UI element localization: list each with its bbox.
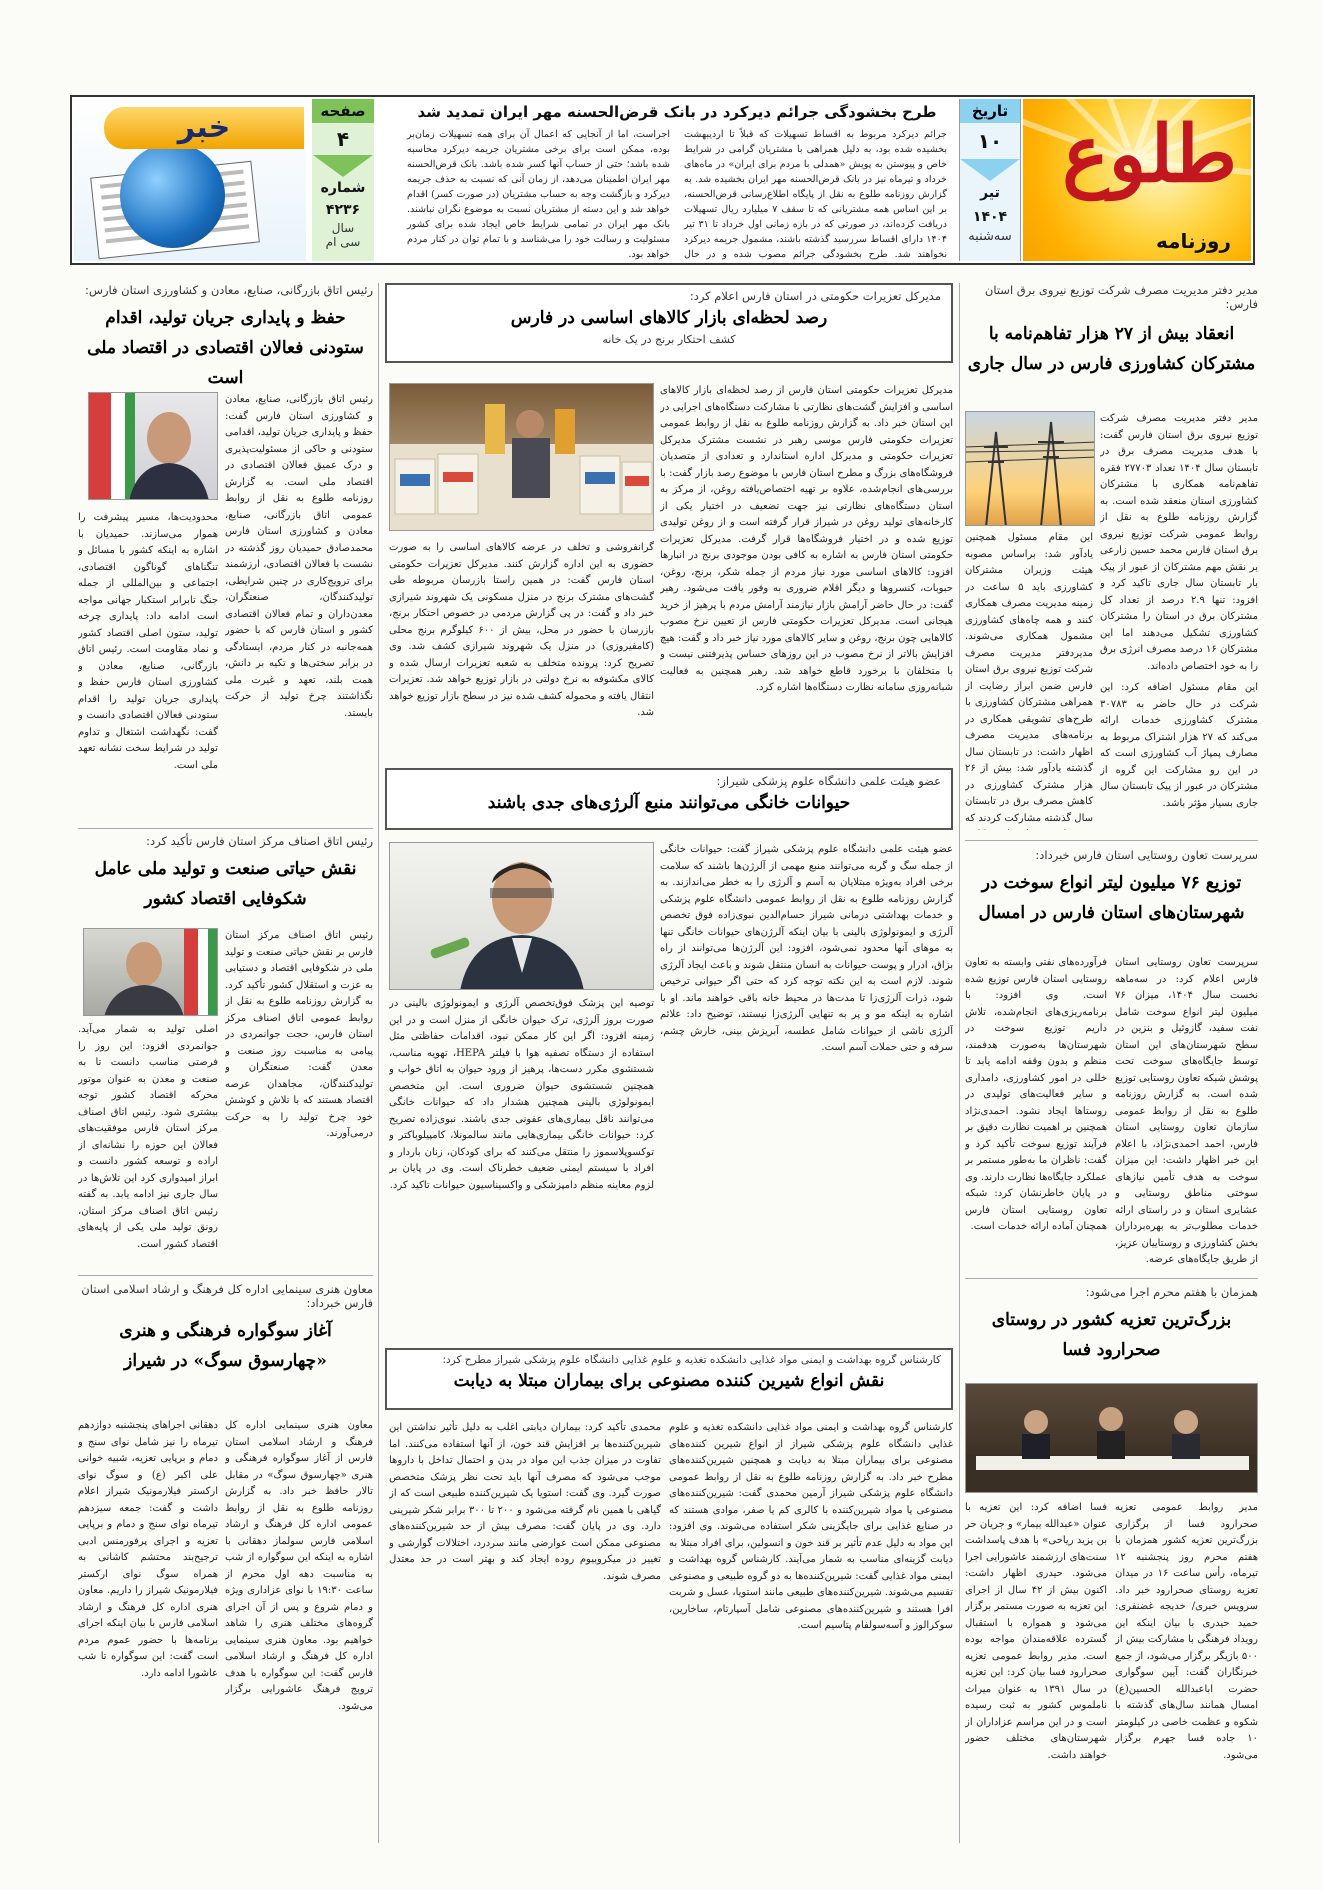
article-kicker: رئیس اتاق اصناف مرکز استان فارس تأکید کرد:: [146, 834, 373, 848]
article-mourning-festival: [78, 1282, 373, 1376]
article-fuel: [965, 848, 1258, 928]
section-badge: [74, 99, 306, 261]
page-number: ۴: [336, 127, 350, 151]
article-electricity: [965, 283, 1258, 379]
column-divider: [78, 1275, 373, 1276]
article-kicker: معاون هنری سینمایی اداره کل فرهنگ و ارشاد اسلامی استان فارس خبرداد:: [81, 1282, 373, 1310]
article-body-a: رئیس اتاق اصناف مرکز استان فارس بر نقش حیاتی صنعت و تولید ملی در شکوفایی اقتصاد و دستیابی به عزت و استقلال کشور تأکید کرد. به گزارش روزنامه طلوع به نقل از روابط عمومی اتاق اصناف مرکز استان فارس، حجت جوانمردی در پیامی به مناسبت روز صنعت و معدن گفت: صنعتگران و تولیدکنندگان، مجاهدان عرصه اقتصاد هستند که با تلاش و کوشش خود چرخ تولید را به حرکت درمی‌آورند.: [225, 930, 373, 1139]
article-header-box: [385, 283, 953, 363]
page-number-box: [312, 99, 374, 261]
top-headline-article: [397, 99, 957, 261]
article-body-b: توصیه این پزشک فوق‌تخصص آلرژی و ایمونولوژی بالینی در صورت بروز آلرژی، ترک حیوان خانگی از منزل است و در این زمینه افزود: اگر این کار ممکن نبود، اقدامات حفاظتی مثل استفاده از دستگاه تصفیه هوا با فیلتر HEPA، تهویه مناسب، شستشوی مکرر دست‌ها، پرهیز از ورود حیوان به اتاق خواب و همچنین شستشوی حیوان ضروری است. این متخصص ایمونولوژی بالینی همچنین هشدار داد که حیوانات خانگی می‌توانند ناقل بیماری‌های عفونی جدی باشند. نبوی‌زاده تصریح کرد: حیوانات خانگی بیماری‌هایی مانند سالمونلا، کامپیلوباکتر و توکسوپلاسموز را منتقل می‌کنند که برای کودکان، زنان باردار و افراد با سیستم ایمنی ضعیف خطرناک است. وی در پایان بر لزوم معاینه منظم دامپزشکی و واکسیناسیون حیوانات تاکید کرد.: [389, 998, 654, 1191]
article-title: بزرگ‌ترین تعزیه کشور در روستای صحرارود فسا: [991, 1310, 1232, 1360]
article-kicker: همزمان با هفتم محرم اجرا می‌شود:: [1085, 1285, 1258, 1299]
top-headline-title: طرح بخشودگی جرائم دیرکرد در بانک قرض‌الحسنه مهر ایران تمدید شد: [417, 103, 937, 121]
article-body-b: اصلی تولید به شمار می‌آید. جوانمردی افزود: این روز را فرصتی مناسب دانست تا به صنعت و معدن به عنوان موتور محرکه اقتصاد کشور توجه بیشتری شود. رئیس اتاق اصناف مرکز استان فارس موفقیت‌های فعالان این حوزه را نشانه‌ای از اراده و توسعه کشور دانست و ابراز امیدواری کرد این تلاش‌ها در سال جاری نیز ادامه یابد. به گفته رئیس اتاق اصناف مرکز استان، رونق تولید ملی یکی از پایه‌های اقتصاد کشور است.: [78, 1024, 218, 1250]
article-kicker: مدیر دفتر مدیریت مصرف شرکت توزیع نیروی برق استان فارس:: [984, 283, 1258, 311]
article-body-a: مدیر دفتر مدیریت مصرف شرکت توزیع نیروی برق استان فارس گفت: با هدف مدیریت مصرف برق در تابستان سال ۱۴۰۴ تعداد ۲۷۷۰۳ فقره تفاهم‌نامه همکاری با مشترکان کشاورزی استان منعقد شده است. به گزارش روزنامه طلوع به نقل از روابط عمومی شرکت توزیع نیروی برق استان فارس محمد حسین زارعی بر نقش مهم مشترکان از عبور از پیک بار تابستان سال جاری تاکید کرد و افزود: تنها ۲.۹ درصد از تعداد کل مشترکان برق در استان را مشترکان کشاورزی تشکیل می‌دهند اما این مشترکان ۱۶ درصد مصرف انرژی برق را به خود اختصاص داده‌اند.: [1100, 413, 1258, 672]
issue-number: ۴۲۳۶: [325, 202, 361, 218]
date-label: تاریخ: [960, 99, 1020, 123]
column-rule: [959, 283, 960, 1843]
article-body-b: دهقانی اجراهای پنجشنبه دوازدهم تیرماه را نیز شامل نوای سنج و دمام و برپایی تعزیه، شبیه خوانی علی اکبر (ع) و سوگ نوای ارکستر فیلارمونیک شیراز اعلام داشت و گفت: جمعه سیزدهم تیرماه نوای سنج و دمام و برپایی تعزیه و اجرای پرفورمنس ادبی ترجیح‌بند محتشم کاشانی به همراه سوگ نوای ارکستر فیلارمونیک شیراز را داریم. معاون هنری اداره کل فرهنگ و ارشاد اسلامی فارس با بیان اینکه اجرای برنامه‌ها با حضور عموم مردم است گفت: این سوگواره تا شب عاشورا ادامه دارد.: [78, 1420, 218, 1679]
grocery-store-photo: [389, 383, 654, 531]
date-month: تیر: [980, 185, 1000, 201]
article-title: نقش حیاتی صنعت و تولید ملی عامل شکوفایی اقتصاد کشور: [94, 859, 357, 909]
article-kicker: عضو هیئت علمی دانشگاه علوم پزشکی شیراز:: [716, 774, 941, 788]
top-headline-body: جرائم دیرکرد مربوط به اقساط تسهیلات که قبلاً تا اردیبهشت بخشیده شده بود، به دلیل همراهی با مشتریان گرامی در شرایط خاص و پیوستن به پویش «همدلی با مردم برای ایران» در ماه‌های خرداد و تیرماه نیز در بانک قرض‌الحسنه مهر ایران بخشیده شد. به گزارش روزنامه طلوع به نقل از پایگاه اطلاع‌رسانی قرض‌الحسنه، بر این اساس همه مشتریانی که تا سقف ۷ میلیارد ریال تسهیلات دریافت کرده‌اند، در صورتی که در بازه زمانی اول خرداد تا ۳۱ تیر ۱۴۰۴ دارای اقساط سررسید گذشته باشند، مشمول جریمه دیرکرد نخواهند شد. طرح بخشودگی جرائم مصوب شده و در حال اجراست، اما از آنجایی که اعمال آن برای همه تسهیلات زمان‌بر بوده، ممکن است برای برخی مشتریان جریمه دیرکرد محاسبه شده باشد؛ حتی از حساب آنها کسر شده باشد. بانک قرض‌الحسنه مهر ایران اطمینان می‌دهد، از زمان آنی که نسبت به حذف جریمه دیرکرد و بازگشت وجه به حساب مشتریان (در صورت کسر) اقدام خواهد شد و این دسته از مشتریان نسبت به موضوع نگران نباشند. بانک مهر ایران در تمامی شرایط خاص ایجاد شده برای کشور مسئولیت و رسالت خود را می‌شناسد و با تمام توان در کنار مردم خواهد بود.: [407, 129, 947, 260]
article-body-b: این مقام مسئول همچنین یادآور شد: براساس مصوبه هیئت وزیران مشترکان کشاورزی باید ۵ ساعت در زمینه مدیریت مصرف همکاری کنند و همه چاه‌های کشاورزی مشمول همکاری می‌شوند. مدیردفتر مدیریت مصرف شرکت توزیع نیروی برق استان فارس ضمن ابراز رضایت از همراهی مشترکان کشاورزی با طرح‌های تشویقی همکاری در برنامه‌های مدیریت مصرف اظهار داشت: در تابستان سال گذشته یادآور شد: بیش از ۲۶ هزار مشترک کشاورزی در کاهش مصرف برق در تابستان سال گذشته مشارکت کردند که: [965, 532, 1093, 824]
date-weekday: سه‌شنبه: [968, 229, 1012, 244]
article-title: حفظ و پایداری جریان تولید، اقدام ستودنی فعالان اقتصادی در اقتصاد ملی است: [87, 308, 364, 388]
issue-label: شماره: [320, 180, 366, 196]
page-label: صفحه: [312, 99, 374, 123]
masthead: [70, 95, 1255, 265]
article-body-b: محدودیت‌ها، مسیر پیشرفت را هموار می‌سازند. حمیدیان با اشاره به اینکه کشور با مسائل و تنگناهای گوناگون اقتصادی، اجتماعی و بین‌المللی از جمله جنگ تابرابر استکبار جهانی مواجه است ادامه داد: پایداری چرخه تولید، ستون اصلی اقتصاد کشور و نماد مقاومت است. رئیس اتاق بازرگانی، صنایع، معادن و کشاورزی استان فارس حفظ و پایداری جریان تولید را اقدام ستودنی فعالان اقتصادی دانست و گفت: نگهداشت اشتغال و تداوم تولید در شرایط سخت نشانه تعهد ملی است.: [78, 512, 218, 771]
article-title: توزیع ۷۶ میلیون لیتر انواع سوخت در شهرستان‌های استان فارس در امسال: [978, 873, 1245, 923]
article-body-a: معاون هنری سینمایی اداره کل فرهنگ و ارشاد اسلامی استان فارس از آغاز سوگواره فرهنگی و هنری «چهارسوق سوگ» در مقابل تالار حافظ خبر داد. به گزارش روزنامه طلوع به نقل از روابط عمومی اداره کل فرهنگ و ارشاد اسلامی فارس سولماز دهقانی با اشاره به اینکه این سوگواره از شب به مناسبت دهه اول محرم از ساعت ۱۹:۳۰ با نوای عزاداری ویژه و دمام شروع و پس از آن اجرای گروه‌های مختلف هنری را شاهد خواهیم بود. معاون هنری سینمایی اداره کل فرهنگ و ارشاد اسلامی فارس گفت: این سوگواره با هدف ترویج فرهنگ عاشورایی برگزار می‌شود.: [225, 1420, 373, 1712]
logo-wordmark: طلوع: [1062, 109, 1237, 200]
article-body-b: محمدی تأکید کرد: بیماران دیابتی اغلب به دلیل تأثیر نداشتن این شیرین‌کننده‌ها بر افزایش قند خون، از آنها استفاده می‌کنند. اما تفاوت در میزان جذب این مواد در بدن و احتمال تداخل با داروها موجب می‌شود که مصرف آنها باید تحت نظر پزشک متخصص صورت گیرد. وی گفت: استویا یک شیرین‌کننده طبیعی است که از گیاهی با همین نام گرفته می‌شود و ۲۰۰ تا ۳۰۰ برابر شکر شیرینی دارد. وی در پایان گفت: مصرف بیش از حد شیرین‌کننده‌های مصنوعی ممکن است عوارضی مانند سردرد، اختلالات گوارشی و تغییر در میکروبیوم روده ایجاد کند و بهتر است در حد معتدل مصرف شوند.: [389, 1422, 661, 1582]
article-body-b: فسا اضافه کرد: این تعزیه با عنوان «عبدالله بیمار» و جریان حر بن یزید ریاحی» با هدف پاسداشت سنت‌های ارزشمند عاشورایی اجرا می‌شود. حیدری اظهار داشت: اکنون بیش از ۴۲ سال از اجرای این تعزیه به صورت مستمر برگزار می‌شود و همواره با استقبال گسترده علاقه‌مندان مواجه بوده است. مدیر روابط عمومی تعزیه صحرارود فسا بیان کرد: این تعزیه در سال ۱۳۹۱ به عنوان میراث ناملموس کشور به ثبت رسیده است و در این مراسم عزاداران از شهرستان‌های مختلف حضور خواهند داشت.: [965, 1502, 1107, 1761]
date-day: ۱۰: [977, 129, 1003, 153]
year-value: سی ام: [325, 235, 361, 249]
article-guild-chamber: [78, 834, 373, 914]
date-box: [959, 99, 1021, 261]
globe-icon: [120, 143, 225, 248]
power-lines-photo: [965, 411, 1095, 526]
masthead-logo: [1023, 99, 1251, 261]
article-kicker: رئیس اتاق بازرگانی، صنایع، معادن و کشاورزی استان فارس:: [85, 283, 373, 297]
article-title: انعقاد بیش از ۲۷ هزار تفاهم‌نامه با مشترکان کشاورزی فارس در سال جاری: [967, 324, 1256, 374]
article-title: حیوانات خانگی می‌توانند منبع آلرژی‌های جدی باشند: [487, 793, 851, 813]
article-kicker: کارشناس گروه بهداشت و ایمنی مواد غذایی دانشکده تغذیه و علوم غذایی دانشگاه علوم پزشکی شیراز مطرح کرد:: [442, 1354, 941, 1366]
article-title: آغاز سوگواره فرهنگی و هنری «چهارسوق سوگ» در شیراز: [119, 1321, 332, 1371]
column-divider: [78, 828, 373, 829]
article-body-a: مدیرکل تعزیرات حکومتی استان فارس از رصد لحظه‌ای بازار کالاهای اساسی و افزایش گشت‌های نظارتی با مشارکت دستگاه‌های اجرایی در این استان خبر داد. به گزارش روزنامه طلوع به نقل از روابط عمومی تعزیرات حکومتی فارس موسی رهبر در نشست مشترک مدیرکل تعزیرات حکومتی و مدیرکل اداره استاندارد و تعدادی از متصدیان فروشگاه‌های بزرگ و مطرح استان فارس با موضوع رصد بازار گفت: با بررسی‌های انجام‌شده، علاوه بر تهیه اختصاص‌یافته روغن، از مرکز به استان دستگاه‌های نظارتی نیز جهت تضعیف در اختیار یکی از کارخانه‌های تولید روغن در شیراز قرار گرفته است و از روغن تولیدی توزیع شده و در اختیار فروشگاه‌ها قرار گرفت. مدیرکل تعزیرات حکومتی استان فارس به اشاره به کافی بودن موجودی برنج در انبارها افزود: کالاهای اساسی مورد نیاز مردم از جمله شکر، برنج، روغن، حبوبات، کنسروها و دیگر اقلام ضروری به وفور یافت می‌شود. رهبر گفت: در حال حاضر آرامش بازار نیازمند آرامش مردم با پرهیز از خرید هیجانی است. مدیرکل تعزیرات حکومتی فارس از تعیین نرخ مصوب کالاهایی چون برنج، روغن و سایر کالاهای مورد نیاز خبر داد و گفت: هیچ افزایش بالاتر از نرخ مصوب در این روزهای حساس پذیرفتنی نیست و با متخلفان با برخورد قاطع خواهد شد. رهبر همچنین به فعالیت شبانه‌روزی سامانه نظارت دستگاه‌ها اشاره کرد.: [660, 385, 953, 693]
official-portrait-photo: [88, 392, 218, 500]
article-title: نقش انواع شیرین کننده مصنوعی برای بیماران مبتلا به دیابت: [453, 1371, 885, 1391]
column-divider: [965, 1278, 1258, 1279]
article-body-a: کارشناس گروه بهداشت و ایمنی مواد غذایی دانشکده تغذیه و علوم غذایی دانشگاه علوم پزشکی شیراز از انواع شیرین کننده‌های مصنوعی برای بیماران مبتلا به دیابت و همچنین شیرین‌کننده‌های مطرح خبر داد. به گزارش روزنامه طلوع به نقل از روابط عمومی دانشگاه علوم پزشکی شیراز آرمین محمدی گفت: شیرین‌کننده‌های مصنوعی یا مواد شیرین‌کننده با کالری کم یا صفر، موادی هستند که در صنایع غذایی برای جایگزینی شکر استفاده می‌شوند. وی افزود: این مواد به دلیل عدم تأثیر بر قند خون و انسولین، برای افراد مبتلا به دیابت گزینه‌ای مناسب به شمار می‌آیند. کارشناس گروه بهداشت و ایمنی مواد غذایی گفت: شیرین‌کننده‌ها به دو گروه طبیعی و مصنوعی تقسیم می‌شوند. شیرین‌کننده‌های طبیعی مانند استویا، عسل و شربت افرا هستند و شیرین‌کننده‌های مصنوعی شامل آسپارتام، ساخارین، سوکرالوز و آسه‌سولفام پتاسیم است.: [669, 1422, 953, 1631]
article-kicker: مدیرکل تعزیرات حکومتی در استان فارس اعلام کرد:: [689, 289, 941, 303]
article-body-c: این مقام مسئول اضافه کرد: این شرکت در حال حاضر به ۳۰۷۸۳ مشترک کشاورزی خدمات ارائه می‌کند که ۲۷ هزار اشتراک مربوط به مصارف پمپاژ آب کشاورزی است که در این رو مشارکت این گروه از مشترکان در عبور از پیک تابستان سال جاری بسیار مؤثر باشد.: [1100, 682, 1258, 809]
article-body-a: عضو هیئت علمی دانشگاه علوم پزشکی شیراز گفت: حیوانات خانگی از جمله سگ و گربه می‌توانند منبع مهمی از آلرژن‌ها باشند که سلامت برخی افراد به‌ویژه مبتلایان به آسم و آلرژی را به خطر می‌اندازند. به گزارش روزنامه طلوع به نقل از روابط عمومی دانشگاه علوم پزشکی و خدمات بهداشتی درمانی شیراز حسام‌الدین نبوی‌زاده فوق تخصص آلرژی و ایمونولوژی بالینی با بیان اینکه آلرژن‌های حیوانات خانگی تنها به موهای آنها محدود نمی‌شود، افزود: این آلرژن‌ها می‌توانند از راه بزاق، ادرار و پوست حیوانات به انسان منتقل شوند و باعث ایجاد آلرژی شوند. لازم است به این نکته توجه کرد که حتی اگر حیوانی ترخیص شود، ذرات آلرژی‌زا تا مدت‌ها در محیط خانه باقی خواهند ماند. او با اشاره به اینکه مو و پر به تنهایی آلرژی‌زا نیستند، توضیح داد: علائم آلرژی ناشی از حیوانات شامل عطسه، آبریزش بینی، خارش چشم، سرفه و حتی حملات آسم است.: [660, 844, 953, 1053]
column-divider: [965, 840, 1258, 841]
article-body-a: سرپرست تعاون روستایی استان فارس اعلام کرد: در سه‌ماهه نخست سال ۱۴۰۴، میزان ۷۶ میلیون لیتر انواع سوخت شامل نفت سفید، گازوئیل و بنزین در سطح شهرستان‌های این استان توسط جایگاه‌های سوخت تحت پوشش شبکه تعاون روستایی توزیع شده است. به گزارش روزنامه طلوع به نقل از روابط عمومی سازمان تعاون روستایی استان فارس، احمد احمدی‌نژاد، با اعلام این خبر اظهار داشت: این میزان سوخت به هدف تأمین نیازهای سوختی مناطق روستایی و عشایری استان و در راستای ارائه خدمات مطلوب‌تر به بهره‌برداران بخش کشاورزی و روستاییان عزیز، از طریق جایگاه‌های عرضه.: [1115, 957, 1258, 1265]
date-year: ۱۴۰۴: [972, 209, 1008, 225]
article-body-b: فرآورده‌های نفتی وابسته به تعاون روستایی استان فارس توزیع شده است. وی افزود: با برنامه‌ریزی‌های انجام‌شده، تلاش داریم توزیع سوخت در شهرستان‌ها به‌صورت هدفمند، منظم و بدون وقفه ادامه یابد تا خللی در امور کشاورزی، دامداری و سایر فعالیت‌های تولیدی در روستاها ایجاد نشود. احمدی‌نژاد همچنین بر اهمیت نظارت دقیق بر فرآیند توزیع سوخت تأکید کرد و گفت: ناظران ما به‌طور مستمر بر عملکرد جایگاه‌ها نظارت دارند. وی در پایان خاطرنشان کرد: شبکه تعاون روستایی استان فارس همچنان آماده ارائه خدمات است.: [965, 957, 1107, 1232]
page-arrow-icon: [313, 155, 373, 177]
article-body-a: رئیس اتاق بازرگانی، صنایع، معادن و کشاورزی استان فارس گفت: حفظ و پایداری جریان تولید، اقدامی ستودنی و حاکی از مسئولیت‌پذیری و درک عمیق فعالان اقتصادی در اقتصاد ملی است. به گزارش روزنامه طلوع به نقل از روابط عمومی اتاق بازرگانی، صنایع، معادن و کشاورزی استان فارس محمدصادق حمیدیان روز گذشته در نشست با فعالان اقتصادی، ارزشمند برای ترویج‌کاری در چنین شرایطی، تولیدکنندگان، صنعتگران، معدن‌داران و تمام فعالان اقتصادی کشور و استان فارس که با حضور همه‌جانبه در کنار مردم، ایستادگی در برابر سختی‌ها و تکیه بر دانش، همت بلند، تعهد و غیرت ملی نگذاشتند چرخ تولید از حرکت بایستد.: [225, 394, 373, 719]
article-header-box: [385, 1348, 953, 1410]
logo-subtitle: روزنامه: [1156, 229, 1231, 253]
article-body-a: مدیر روابط عمومی تعزیه صحرارود فسا از برگزاری بزرگ‌ترین تعزیه کشور همزمان با هفتم محرم روز پنجشنبه ۱۲ تیرماه، رأس ساعت ۱۶ در میدان تعزیه روستای صحرارود خبر داد. سرویس خبری/ خدیجه غضنفری: حمید حیدری با بیان اینکه این رویداد فرهنگی با مشارکت بیش از ۵۰۰ بازیگر برگزار می‌شود، از جمع خبرنگاران گفت: آیین سوگواری حضرت ابا‌عبدالله الحسین(ع) امسال همانند سال‌های گذشته با شکوه و عظمت خاصی در کیلومتر ۱۰ جاده فسا جهرم برگزار می‌شود.: [1115, 1502, 1258, 1761]
article-chamber-commerce: [78, 283, 373, 393]
article-body-b: گرانفروشی و تخلف در عرضه کالاهای اساسی را به صورت حضوری به این اداره گزارش کنند. مدیرکل تعزیرات حکومتی استان فارس گفت: در همین راستا بازرسان مربوطه طی گشت‌های مشترک برنج در منزل مسکونی یک شهروند شیرازی خبر داد و گفت: در پی گزارش مردمی در خصوص احتکار برنج، بازرسان با حضور در محل، بیش از ۶۰۰ کیلوگرم برنج محلی (کامفیروزی) در منزل یک شهروند شیرازی کشف شد. وی تصریح کرد: پرونده متخلف به شعبه تعزیرات ارسال شده و کالای مکشوفه به نرخ دولتی در بازار توزیع خواهد شد. تعزیرات انتقال یافته و محموله کشف شده نیز در سطح بازار توزیع خواهد شد.: [389, 542, 654, 718]
article-subtitle: کشف احتکار برنج در یک خانه: [602, 333, 736, 346]
doctor-portrait-photo: [389, 842, 654, 990]
guild-head-photo: [83, 928, 218, 1016]
article-header-box: [385, 768, 953, 830]
year-label: سال: [331, 221, 355, 235]
column-rule: [378, 283, 379, 1843]
article-kicker: سرپرست تعاون روستایی استان فارس خبرداد:: [1035, 848, 1258, 862]
press-conference-photo: [965, 1383, 1258, 1493]
date-arrow-icon: [960, 159, 1020, 181]
section-name: خبر: [104, 107, 304, 149]
article-title: رصد لحظه‌ای بازار کالاهای اساسی در فارس: [510, 308, 828, 328]
article-taziyeh: [965, 1285, 1258, 1365]
